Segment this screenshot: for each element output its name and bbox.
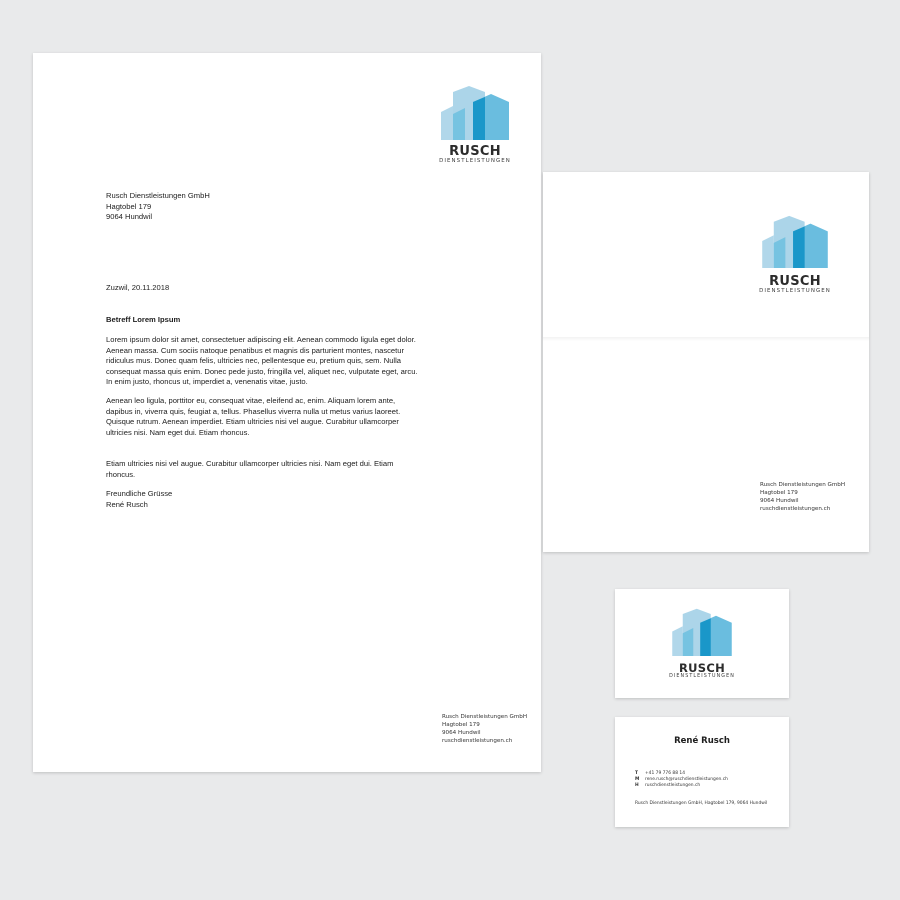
letter-closing: Freundliche Grüsse René Rusch (106, 489, 173, 509)
envelope (543, 172, 869, 552)
contact-phone: T +41 79 776 88 14 (635, 771, 685, 776)
card-person-name: René Rusch (674, 736, 730, 746)
buildings-logo-icon (672, 607, 732, 656)
buildings-logo-icon (441, 84, 509, 140)
letterhead-sheet (33, 53, 541, 772)
contact-web: H ruschdienstleistungen.ch (635, 783, 701, 789)
logo-name: RUSCH (449, 144, 501, 159)
letter-paragraph-3: Etiam ultricies nisi vel augue. Curabitur ullamcorper ultricies nisi. Nam eget dui. Etiam rhoncus. (106, 459, 394, 479)
logo-subtitle: DIENSTLEISTUNGEN (439, 158, 511, 164)
letter-logo (435, 84, 515, 165)
logo-subtitle: DIENSTLEISTUNGEN (669, 674, 735, 679)
logo-name: RUSCH (678, 661, 726, 675)
envelope-sender-address: Rusch Dienstleistungen GmbH Hagtobel 179 9064 Hundwil ruschdienstleistungen.ch (760, 482, 846, 512)
logo-subtitle: DIENSTLEISTUNGEN (759, 288, 831, 294)
buildings-logo-icon (761, 214, 829, 268)
letter-paragraph-1: Lorem ipsum dolor sit amet, consectetuer adipiscing elit. Aenean commodo ligula eget dolor. Aenean massa. Cum sociis natoque penatibus et magnis dis parturient montes, nascetur ridiculus mus. Donec quam felis, ultricies nec, pellentesque eu, pretium quis, sem. Nulla consequat massa quis enim. Donec pede justo, fringilla vel, aliquet nec, vulputate eget, arcu. In enim justo, rhoncus ut, imperdiet a, venenatis vitae, justo. (106, 335, 418, 386)
card-contacts (635, 771, 728, 790)
business-card-front (615, 589, 789, 698)
letter-paragraph-2: Aenean leo ligula, porttitor eu, consequat vitae, eleifend ac, enim. Aliquam lorem ante, dapibus in, viverra quis, feugiat a, tellus. Phasellus viverra nulla ut metus varius laoreet. Quisque rutrum. Aenean imperdiet. Etiam ultricies nisi vel augue. Curabitur ullamcorper ultricies nisi. Nam eget dui. Etiam rhoncus. (106, 396, 401, 437)
letter-footer: Rusch Dienstleistungen GmbH Hagtobel 179 9064 Hundwil ruschdienstleistungen.ch (442, 714, 528, 744)
logo-name: RUSCH (769, 274, 821, 289)
letter-date: Zuzwil, 20.11.2018 (106, 283, 170, 292)
letter-subject: Betreff Lorem Ipsum (106, 315, 181, 324)
business-card-back (615, 717, 789, 827)
card-address: Rusch Dienstleistungen GmbH, Hagtobel 179, 9064 Hundwil (635, 801, 768, 806)
card-logo (662, 607, 742, 680)
recipient-address: Rusch Dienstleistungen GmbH Hagtobel 179 9064 Hundwil (106, 191, 210, 221)
envelope-logo (755, 214, 835, 295)
contact-email: M rene.rusch@ruschdienstleistungen.ch (635, 777, 728, 783)
